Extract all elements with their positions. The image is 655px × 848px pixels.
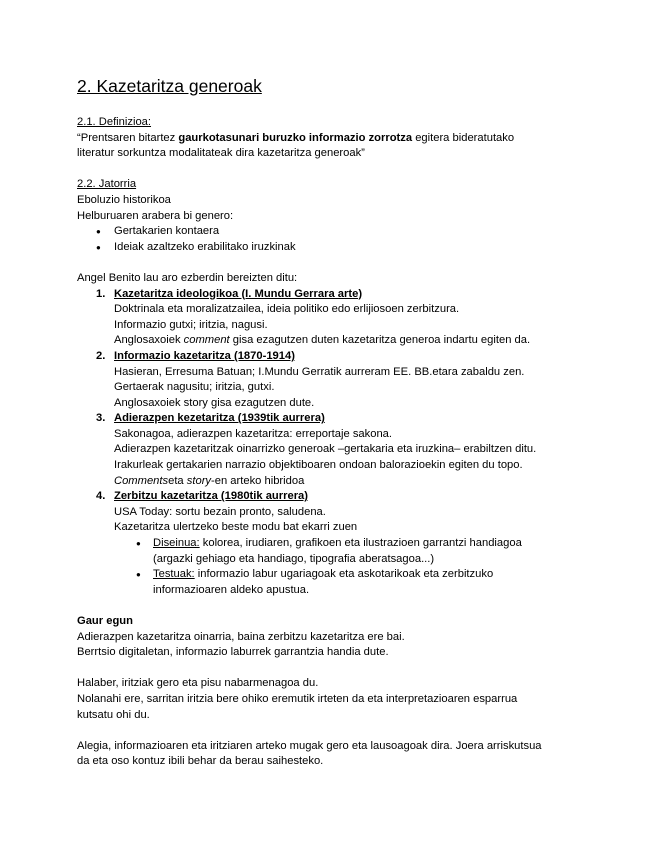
halaber-line: Nolanahi ere, sarritan iritzia bere ohiko eremutik irteten da eta interpretazioaren esparrua: [77, 692, 518, 705]
era-line: Gertaerak nagusitu; iritzia, gutxi.: [114, 381, 275, 394]
era-line: Hasieran, Erresuma Batuan; I.Mundu Gerratik aurreram EE. BB.etara zabaldu zen.: [114, 365, 525, 378]
era-line: Kazetaritza ulertzeko beste modu bat ekarri zuen: [114, 521, 358, 534]
alegia-line: Alegia, informazioaren eta iritziaren arteko mugak gero eta lausoagoak dira. Joera arriskutsua: [77, 739, 542, 752]
quote-bold: gaurkotasunari buruzko informazio zorrotza: [178, 131, 413, 144]
era-line-mixed: [77, 474, 582, 490]
item-title: Informazio kazetaritza (1870-1914): [114, 349, 295, 362]
gaur-heading: Gaur egun: [77, 615, 133, 627]
sub-bullet-testuak: [77, 567, 582, 583]
era-line: Sakonagoa, adierazpen kazetaritza: erreportaje sakona.: [114, 427, 392, 440]
era-line: Irakurleak gertakarien narrazio objektiboaren ondoan balorazioekin egiten du topo.: [114, 459, 523, 472]
text: Anglosaxoiek: [114, 334, 184, 347]
sub-bullet-cont: informazioaren aldeko apustua.: [153, 583, 310, 596]
gaur-line: Adierazpen kazetaritza oinarria, baina zerbitzu kazetaritza ere bai.: [77, 630, 405, 643]
sub-bullet-text: kolorea, irudiaren, grafikoen eta ilustrazioen garrantzi handiagoa: [199, 537, 522, 550]
era-line: Anglosaxoiek story gisa ezagutzen dute.: [114, 396, 315, 409]
quote-end: egitera bideratutako: [412, 131, 515, 144]
item-number: 4.: [96, 490, 106, 503]
item-number: 2.: [96, 349, 106, 362]
item-title: Kazetaritza ideologikoa (I. Mundu Gerrara arte): [114, 287, 363, 300]
page-title: 2. Kazetaritza generoak: [77, 76, 262, 96]
text: eta: [168, 474, 187, 487]
text: gisa ezagutzen duten kazetaritza generoa indartu egiten da.: [229, 334, 531, 347]
sub-bullet-cont: (argazki gehiago eta handiago, tipografia aberatsagoa...): [153, 552, 435, 565]
item-number: 1.: [96, 287, 106, 300]
halaber-line: Halaber, iritziak gero eta pisu nabarmenagoa du.: [77, 677, 319, 690]
document-page: [77, 75, 582, 770]
gaur-line: Berrtsio digitaletan, informazio laburrek garrantzia handia dute.: [77, 646, 389, 659]
sub-bullet-label: Diseinua:: [153, 537, 200, 550]
halaber-line: kutsatu ohi du.: [77, 708, 150, 721]
definizioa-quote-line2: literatur sorkuntza modalitateak dira kazetaritza generoak”: [77, 147, 365, 160]
definizioa-quote: [77, 131, 582, 147]
italic-text: comment: [183, 334, 230, 347]
era-line-mixed: [77, 333, 582, 349]
sub-bullet-label: Testuak:: [153, 568, 195, 581]
jatorria-line1: Eboluzio historikoa: [77, 193, 171, 206]
definizioa-heading: 2.1. Definizioa:: [77, 116, 152, 128]
era-item-4: [77, 489, 582, 505]
jatorria-bullet: ● Gertakarien kontaera: [77, 224, 582, 240]
item-title: Adierazpen kezetaritza (1939tik aurrera): [114, 412, 325, 425]
alegia-line: da eta oso kontuz ibili behar da berau saihesteko.: [77, 755, 324, 768]
text: -en arteko hibridoa: [211, 474, 305, 487]
item-number: 3.: [96, 412, 106, 425]
sub-bullet-diseinua: [77, 536, 582, 552]
era-item-2: [77, 349, 582, 365]
era-line: USA Today: sortu bezain pronto, saludena.: [114, 505, 326, 518]
quote-start: “Prentsaren bitartez: [77, 131, 179, 144]
era-item-3: [77, 411, 582, 427]
jatorria-bullet: ● Ideiak azaltzeko erabilitako iruzkinak: [77, 240, 582, 256]
italic-text: Comments: [114, 474, 169, 487]
era-line: Adierazpen kazetaritzak oinarrizko generoak –gertakaria eta iruzkina– erabiltzen ditu.: [114, 443, 537, 456]
benito-intro: Angel Benito lau aro ezberdin bereizten ditu:: [77, 271, 298, 284]
era-item-1: [77, 287, 582, 303]
sub-bullet-text: informazio labur ugariagoak eta askotarikoak eta zerbitzuko: [194, 568, 494, 581]
item-title: Zerbitzu kazetaritza (1980tik aurrera): [114, 490, 308, 503]
italic-text: story: [186, 474, 212, 487]
jatorria-line2: Helburuaren arabera bi genero:: [77, 209, 234, 222]
jatorria-heading: 2.2. Jatorria: [77, 178, 137, 191]
era-line: Doktrinala eta moralizatzailea, ideia politiko edo erlijiosoen zerbitzura.: [114, 303, 460, 316]
era-line: Informazio gutxi; iritzia, nagusi.: [114, 318, 268, 331]
